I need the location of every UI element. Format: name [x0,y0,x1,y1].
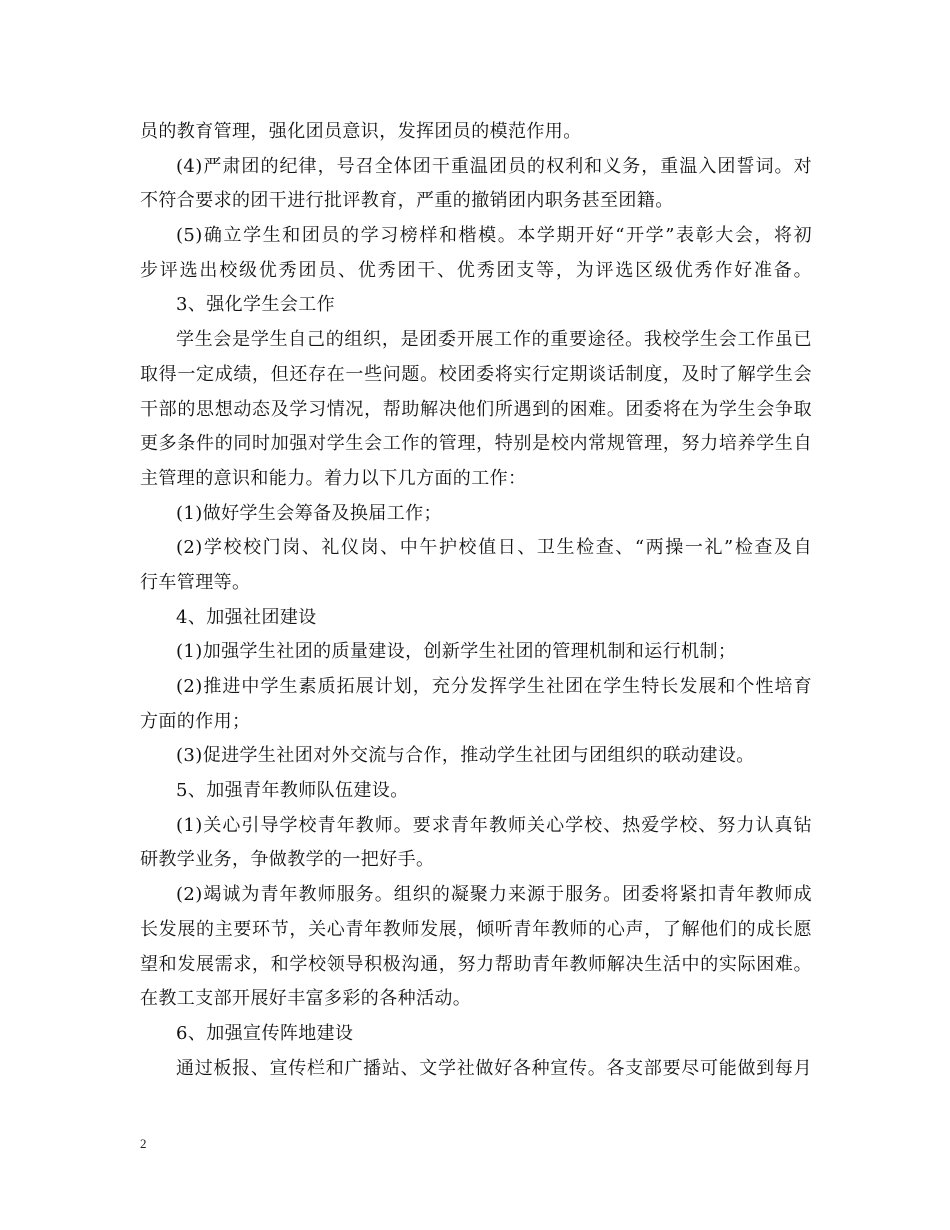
text-line: (2)竭诚为青年教师服务。组织的凝聚力来源于服务。团委将紧扣青年教师成 [176,884,812,906]
text-line: 更多条件的同时加强对学生会工作的管理，特别是校内常规管理，努力培养学生自 [140,433,812,455]
text-line: 望和发展需求，和学校领导积极沟通，努力帮助青年教师解决生活中的实际困难。 [140,953,812,975]
text-line: (1)加强学生社团的质量建设，创新学生社团的管理机制和运行机制； [176,641,737,663]
text-line: 干部的思想动态及学习情况，帮助解决他们所遇到的困难。团委将在为学生会争取 [140,398,812,420]
text-line: 学生会是学生自己的组织，是团委开展工作的重要途径。我校学生会工作虽已 [176,329,812,351]
text-line: 3、强化学生会工作 [176,294,336,316]
text-line: 研教学业务，争做教学的一把好手。 [140,849,435,871]
text-line: 方面的作用； [140,710,251,732]
text-line: (1)关心引导学校青年教师。要求青年教师关心学校、热爱学校、努力认真钻 [176,814,812,836]
body-text [140,115,812,1086]
text-line: 通过板报、宣传栏和广播站、文学社做好各种宣传。各支部要尽可能做到每月 [176,1057,812,1079]
text-line: (5)确立学生和团员的学习榜样和楷模。本学期开好“开学”表彰大会，将初 [176,225,812,247]
text-line: 4、加强社团建设 [176,606,317,628]
text-line: (2)推进中学生素质拓展计划，充分发挥学生社团在学生特长发展和个性培育 [176,676,812,697]
text-line: 5、加强青年教师队伍建设。 [176,780,409,802]
text-line: 步评选出校级优秀团员、优秀团干、优秀团支等，为评选区级优秀作好准备。 [140,259,812,281]
text-line: (3)促进学生社团对外交流与合作，推动学生社团与团组织的联动建设。 [176,745,755,767]
text-line: 行车管理等。 [140,571,251,593]
page-number: 2 [140,1136,147,1151]
text-line: 在教工支部开展好丰富多彩的各种活动。 [140,988,472,1010]
text-line: 不符合要求的团干进行批评教育，严重的撤销团内职务甚至团籍。 [140,190,674,212]
text-line: (4)严肃团的纪律，号召全体团干重温团员的权利和义务，重温入团誓词。对 [176,155,812,177]
text-line: 6、加强宣传阵地建设 [176,1022,354,1044]
text-line: 长发展的主要环节，关心青年教师发展，倾听青年教师的心声，了解他们的成长愿 [140,918,812,940]
text-line: (1)做好学生会筹备及换届工作； [176,502,442,524]
text-line: (2)学校校门岗、礼仪岗、中午护校值日、卫生检查、“两操一礼”检查及自 [176,537,812,559]
text-line: 员的教育管理，强化团员意识，发挥团员的模范作用。 [140,121,582,142]
text-line: 主管理的意识和能力。着力以下几方面的工作： [140,467,527,489]
text-line: 取得一定成绩，但还存在一些问题。校团委将实行定期谈话制度，及时了解学生会 [140,363,812,385]
